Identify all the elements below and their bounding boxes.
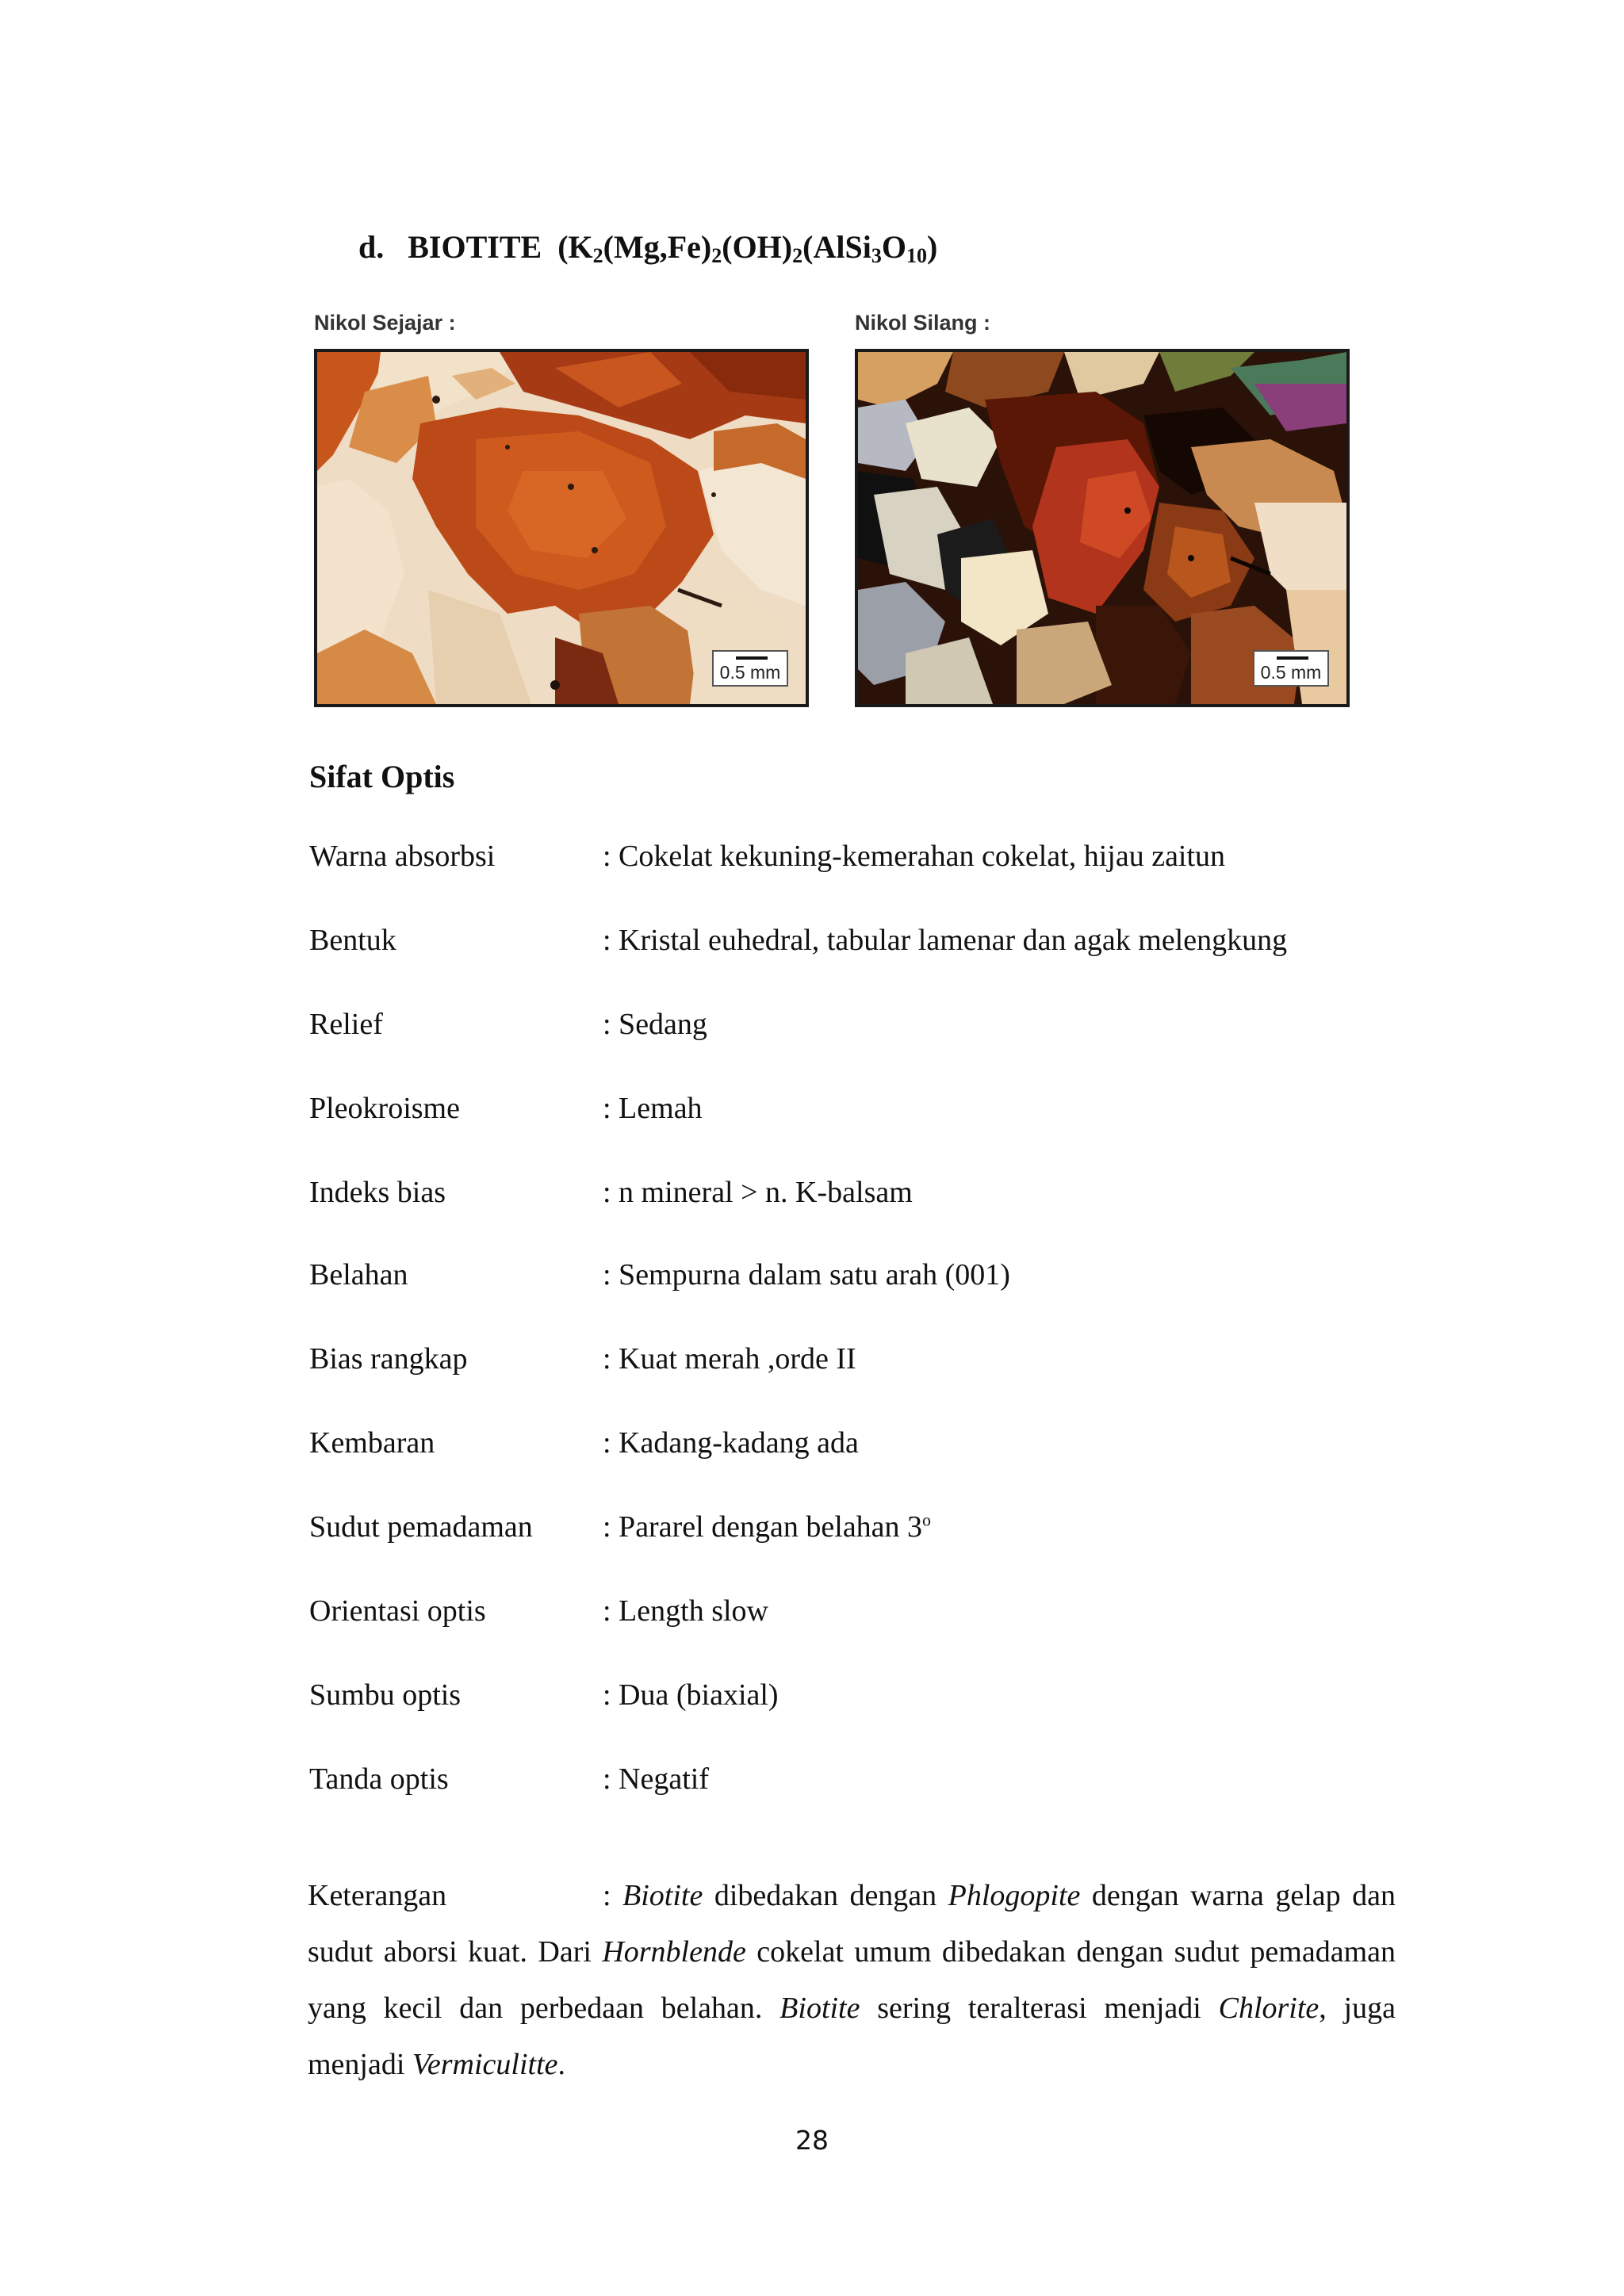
property-row xyxy=(309,1594,1396,1636)
property-value: : Dua (biaxial) xyxy=(603,1678,779,1712)
property-value: : Kristal euhedral, tabular lamenar dan agak melengkung xyxy=(603,924,1288,957)
property-label: Warna absorbsi xyxy=(309,840,496,873)
property-row xyxy=(309,1510,1396,1552)
scale-bar: 0.5 mm xyxy=(712,650,788,687)
property-row xyxy=(309,1257,1396,1300)
property-value: : Cokelat kekuning-kemerahan cokelat, hijau zaitun xyxy=(603,840,1226,873)
property-label: Belahan xyxy=(309,1258,408,1292)
section-title: Sifat Optis xyxy=(309,759,455,794)
property-row xyxy=(309,1341,1396,1384)
property-label: Tanda optis xyxy=(309,1762,449,1796)
property-label: Sumbu optis xyxy=(309,1678,462,1712)
page-number: 28 xyxy=(795,2125,829,2156)
chemical-formula: ($K_2(Mg,Fe)_2(OH)_2(AlSi_3O_{10})$ xyxy=(557,229,938,267)
property-label: Indeks bias xyxy=(309,1176,446,1209)
image-label-nikol-silang: Nikol Silang : xyxy=(855,311,991,335)
property-value: : Pararel dengan belahan 3$^o$ xyxy=(603,1510,932,1544)
property-row xyxy=(309,839,1396,882)
image-label-nikol-sejajar: Nikol Sejajar : xyxy=(314,311,456,335)
micrograph-nikol-sejajar xyxy=(314,349,809,707)
property-value: : Sedang xyxy=(603,1008,707,1041)
property-value: : Sempurna dalam satu arah (001) xyxy=(603,1258,1010,1292)
property-label: Pleokroisme xyxy=(309,1092,460,1125)
property-label: Relief xyxy=(309,1008,383,1041)
mineral-heading xyxy=(358,228,937,266)
notes-label: Keterangan xyxy=(308,1879,447,1912)
property-value: : n mineral > n. K-balsam xyxy=(603,1176,913,1209)
property-row xyxy=(309,1091,1396,1134)
property-row xyxy=(309,1425,1396,1468)
property-value: : Kadang-kadang ada xyxy=(603,1426,859,1460)
property-label: Bentuk xyxy=(309,924,396,957)
property-row xyxy=(309,1007,1396,1050)
property-label: Kembaran xyxy=(309,1426,435,1460)
property-value: : Kuat merah ,orde II xyxy=(603,1342,856,1376)
property-label: Bias rangkap xyxy=(309,1342,468,1376)
heading-prefix: d. xyxy=(358,229,385,265)
property-value: : Negatif xyxy=(603,1762,710,1796)
property-value: : Lemah xyxy=(603,1092,703,1125)
property-value: : Length slow xyxy=(603,1594,768,1628)
property-row xyxy=(309,1762,1396,1804)
property-label: Sudut pemadaman xyxy=(309,1510,533,1544)
notes-paragraph: Keterangan : Biotite dibedakan dengan Phlogopite dengan warna gelap dan sudut aborsi kuat. Dari Hornblende cokelat umum dibedakan dengan sudut pemadaman yang kecil dan perbedaan belahan. Biotite sering teralterasi menjadi Chlorite, juga menjadi Vermiculitte. xyxy=(308,1868,1396,2093)
micrograph-nikol-silang xyxy=(855,349,1350,707)
scale-bar: 0.5 mm xyxy=(1253,650,1329,687)
mineral-name: BIOTITE xyxy=(408,229,542,265)
property-row xyxy=(309,1175,1396,1218)
property-row xyxy=(309,1678,1396,1720)
property-row xyxy=(309,923,1396,966)
property-label: Orientasi optis xyxy=(309,1594,486,1628)
